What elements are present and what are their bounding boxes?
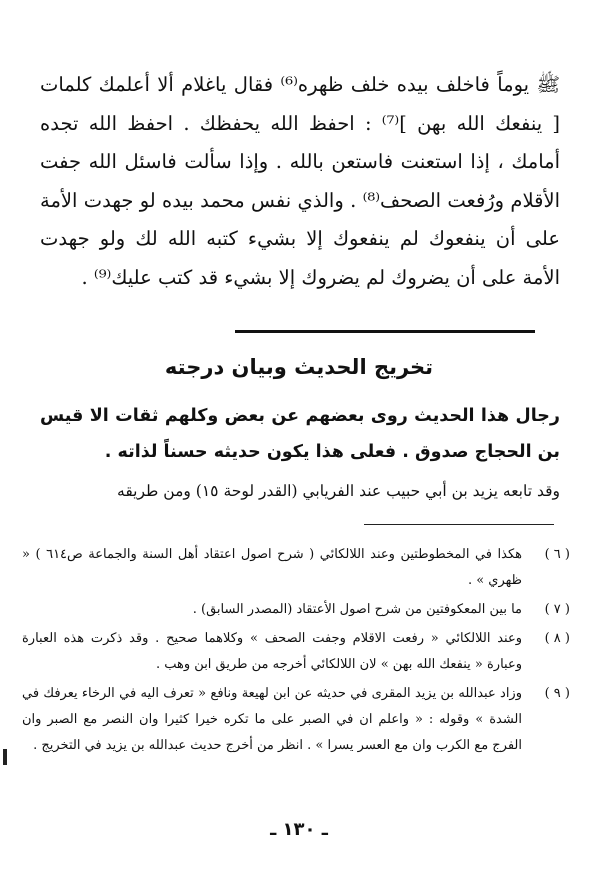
footnote-text: ما بين المعكوفتين من شرح اصول الأعتقاد (المصدر السابق) . <box>192 602 522 617</box>
section-divider <box>235 330 535 333</box>
page-number: ـ ١٣٠ ـ <box>270 819 328 840</box>
footnote-divider <box>364 524 554 525</box>
footnote-text: وزاد عبدالله بن يزيد المقرى في حديثه عن ابن لهيعة ونافع « تعرف اليه في الرخاء يعرفك في الشدة » وقوله : « واعلم ان في الصبر على ما تكره خيرا كثيرا وان النصر مع الصبر وان الفرج مع الكرب وان مع العسر يسرا » . انظر من أخرج حديث عبدالله بن يزيد في التخريج . <box>22 686 522 753</box>
footnote-number: ( ٨ ) <box>544 631 570 646</box>
footnote-item <box>22 626 570 678</box>
footnote-number: ( ٧ ) <box>544 602 570 617</box>
footnote-item <box>22 542 570 594</box>
footnote-item <box>22 681 570 759</box>
footnotes-list <box>22 542 570 762</box>
footnote-text: هكذا في المخطوطتين وعند اللالكائي ( شرح اصول اعتقاد أهل السنة والجماعة ص٦١٤ ) « ظهري » . <box>22 547 523 588</box>
corroboration-paragraph: وقد تابعه يزيد بن أبي حبيب عند الفريابي (القدر لوحة ١٥) ومن طريقه <box>117 482 560 500</box>
section-heading: تخريج الحديث وبيان درجته <box>164 355 434 379</box>
scan-edge-mark <box>3 749 7 765</box>
footnote-number: ( ٩ ) <box>544 686 570 701</box>
hadith-text: ﷺ يوماً فاخلف بيده خلف ظهره⁽⁶⁾ فقال ياغلام ألا أعلمك كلمات [ ينفعك الله بهن ]⁽⁷⁾ : احفظ الله يحفظك . احفظ الله تجده أمامك ، إذا استعنت فاستعن بالله . وإذا سألت فاسئل الله جفت الأقلام ورُفعت الصحف⁽⁸⁾ . والذي نفس محمد بيده لو جهدت الأمة على أن ينفعوك لم ينفعوك إلا بشيء كتبه الله لك ولو جهدت الأمة على أن يضروك لم يضروك إلا بشيء قد كتب عليك⁽⁹⁾ . <box>40 73 560 289</box>
footnote-text: وعند اللالكائي « رفعت الاقلام وجفت الصحف » وكلاهما صحيح . وقد ذكرت هذه العبارة وعبارة « ينفعك الله بهن » لان اللالكائي أخرجه من طريق ابن وهب . <box>22 631 522 672</box>
footnote-item <box>22 597 570 623</box>
footnote-number: ( ٦ ) <box>544 547 570 562</box>
narrators-assessment: رجال هذا الحديث روى بعضهم عن بعض وكلهم ثقات الا قيس بن الحجاج صدوق . فعلى هذا يكون حديثه حسناً لذاته . <box>40 406 560 462</box>
